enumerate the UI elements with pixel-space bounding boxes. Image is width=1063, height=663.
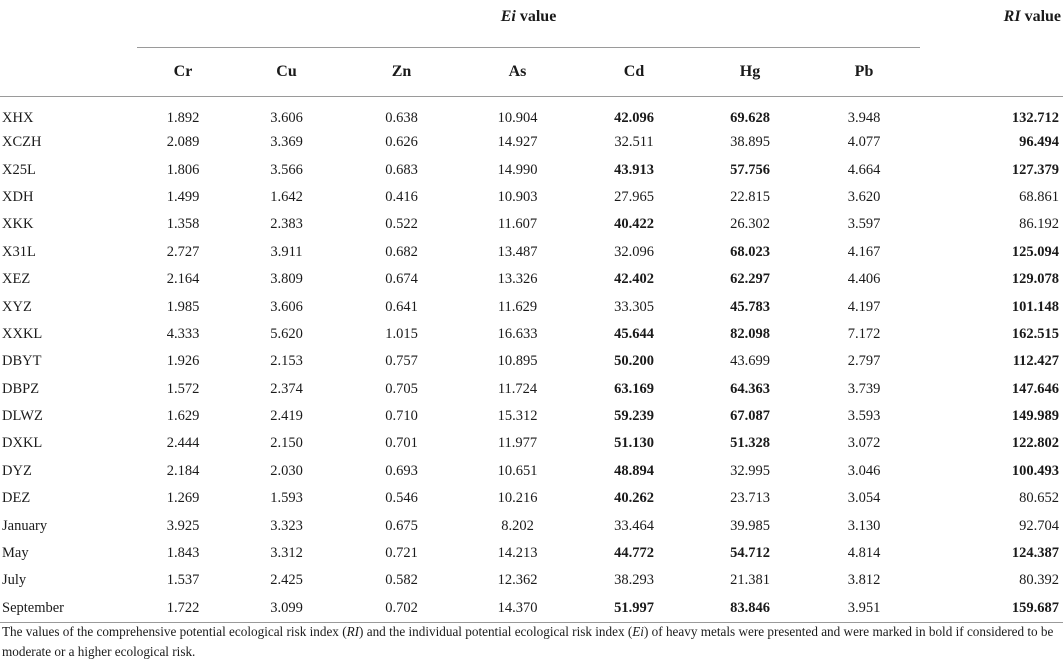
ei-cell-as: 12.362 [497,572,538,589]
ei-cell-as: 15.312 [497,408,538,425]
site-cell: DYZ [2,462,32,479]
ri-cell: 125.094 [1011,243,1060,260]
ei-cell-cd: 33.464 [614,517,654,534]
ri-cell: 147.646 [1011,380,1060,397]
ri-cell: 80.652 [1019,490,1060,507]
table-row [0,540,1063,567]
ei-cell-zn: 0.641 [385,298,418,315]
ei-cell-as: 13.326 [497,271,538,288]
ei-cell-cu: 3.606 [270,109,303,126]
ei-cell-cr: 2.164 [166,271,200,288]
ei-cell-cd: 27.965 [614,188,654,205]
site-cell: January [2,517,48,534]
column-header-ri [968,48,1063,97]
ei-cell-cd: 43.913 [614,161,654,178]
gap-cell [920,595,968,623]
ei-cell-cu: 1.593 [270,490,303,507]
ei-cell-pb: 3.072 [847,435,881,452]
ei-cell-hg: 32.995 [730,462,770,479]
ei-cell-cu: 3.312 [270,545,303,562]
ei-cell-zn: 0.582 [385,572,418,589]
table-row [0,184,1063,211]
ei-cell-pb: 4.664 [847,161,881,178]
ei-cell-cr: 1.985 [166,298,200,315]
ei-cell-pb: 3.130 [847,517,881,534]
gap-cell [920,211,968,238]
ei-cell-zn: 0.674 [385,271,418,288]
ei-cell-cu: 3.099 [229,595,344,623]
ei-cell-cr: 4.333 [166,325,200,342]
ei-cell-zn: 0.705 [385,380,418,397]
ei-cell-cr: 1.722 [137,595,229,623]
ei-cell-as: 11.607 [497,216,538,233]
ri-cell: 132.712 [1011,109,1060,126]
ei-cell-pb: 3.951 [808,595,920,623]
gap-cell [920,512,968,539]
ei-cell-zn: 0.757 [385,353,418,370]
ei-cell-cd: 32.511 [614,134,654,151]
gap-cell [920,266,968,293]
table-row [0,97,1063,130]
ei-cell-cr: 2.089 [166,134,200,151]
ei-cell-cu: 3.323 [270,517,303,534]
table-row [0,266,1063,293]
ei-cell-zn: 0.675 [385,517,418,534]
gap-cell [920,567,968,594]
ei-cell-cu: 1.642 [270,188,303,205]
ei-cell-cr: 1.572 [166,380,200,397]
ei-cell-cr: 1.537 [166,572,200,589]
ei-cell-zn: 0.721 [385,545,418,562]
ei-cell-cu: 2.425 [270,572,303,589]
ei-value-group-header [137,0,920,48]
ei-cell-as: 14.213 [497,545,538,562]
table-body [0,97,1063,623]
ei-cell-pb: 2.797 [847,353,881,370]
ei-cell-zn: 0.638 [385,109,418,126]
ei-cell-cd: 48.894 [614,462,654,479]
site-cell: DLWZ [2,408,43,425]
ri-cell: 100.493 [1011,462,1060,479]
ei-cell-as: 10.904 [497,109,538,126]
table-footnote [2,622,1057,662]
ei-cell-as: 10.216 [497,490,538,507]
ei-cell-cd: 44.772 [614,545,654,562]
gap-cell [920,376,968,403]
column-header-zn: Zn [344,48,459,97]
ri-cell: 96.494 [1019,134,1060,151]
table-row [0,485,1063,512]
ri-cell: 122.802 [1011,435,1060,452]
ei-cell-pb: 3.739 [847,380,881,397]
ei-cell-cu: 2.153 [270,353,303,370]
ei-cell-pb: 3.597 [847,216,881,233]
ei-cell-cr: 1.926 [166,353,200,370]
gap-cell [920,184,968,211]
table-row [0,211,1063,238]
header-blank-cell [0,0,137,48]
gap-cell [920,485,968,512]
ei-cell-cd: 45.644 [614,325,654,342]
ri-cell: 68.861 [1019,188,1060,205]
ri-cell: 149.989 [1011,408,1060,425]
ei-cell-pb: 3.620 [847,188,881,205]
gap-cell [920,321,968,348]
gap-cell [920,348,968,375]
column-header-pb: Pb [808,48,920,97]
ei-cell-as: 14.927 [497,134,538,151]
ei-cell-hg: 38.895 [730,134,770,151]
ei-cell-cu: 3.566 [270,161,303,178]
table-row [0,348,1063,375]
gap-cell [920,156,968,183]
ei-cell-as: 16.633 [497,325,538,342]
ri-cell: 159.687 [968,595,1063,623]
site-cell: XKK [2,216,34,233]
site-cell: XHX [2,109,34,126]
ri-cell: 101.148 [1011,298,1060,315]
ei-cell-as: 10.895 [497,353,538,370]
ei-cell-hg: 22.815 [730,188,770,205]
gap-cell [920,430,968,457]
ei-cell-hg: 51.328 [730,435,770,452]
site-cell: XXKL [2,325,43,342]
ei-cell-cr: 1.629 [166,408,200,425]
ei-cell-cd: 59.239 [614,408,654,425]
ei-cell-cu: 3.606 [270,298,303,315]
ei-cell-cr: 1.358 [166,216,200,233]
gap-cell [920,97,968,130]
footnote-ei-abbr: Ei [632,624,644,639]
ei-cell-hg: 54.712 [730,545,770,562]
ei-cell-zn: 0.682 [385,243,418,260]
ei-cell-cu: 2.419 [270,408,303,425]
ei-cell-cd: 50.200 [614,353,654,370]
ei-cell-cu: 3.809 [270,271,303,288]
ei-cell-hg: 67.087 [730,408,770,425]
ei-cell-as: 10.903 [497,188,538,205]
ei-cell-zn: 0.416 [385,188,418,205]
table-row [0,376,1063,403]
column-header-as: As [459,48,576,97]
ei-cell-pb: 4.814 [847,545,881,562]
ei-cell-hg: 82.098 [730,325,770,342]
site-cell: XCZH [2,134,42,151]
ei-cell-hg: 69.628 [730,109,770,126]
column-header-cu: Cu [229,48,344,97]
ei-cell-pb: 3.046 [847,462,881,479]
ei-cell-cd: 51.130 [614,435,654,452]
ri-cell: 80.392 [1019,572,1060,589]
ei-cell-as: 13.487 [497,243,538,260]
ei-cell-cr: 1.843 [166,545,200,562]
ei-cell-cu: 2.374 [270,380,303,397]
site-cell: X25L [2,161,36,178]
ei-cell-zn: 0.701 [385,435,418,452]
ei-cell-cr: 2.184 [166,462,200,479]
ei-cell-hg: 23.713 [730,490,770,507]
ei-cell-hg: 62.297 [730,271,770,288]
gap-cell [920,239,968,266]
ei-cell-cd: 42.096 [614,109,654,126]
site-cell: July [2,572,27,589]
header-row-group [0,0,1063,48]
ei-cell-hg: 83.846 [692,595,808,623]
ei-cell-as: 14.370 [459,595,576,623]
ei-cell-pb: 3.948 [847,109,881,126]
ei-cell-pb: 4.197 [847,298,881,315]
site-cell: XEZ [2,271,31,288]
footnote-text-3: ) of heavy metals were presented and were marked in bold if considered to be moderate or a higher ecological risk. [2,624,1054,659]
ei-cell-as: 8.202 [501,517,534,534]
ei-cell-zn: 0.710 [385,408,418,425]
ei-cell-as: 11.977 [497,435,538,452]
footnote-text-1: The values of the comprehensive potential ecological risk index ( [2,624,347,639]
header-row-metals [0,48,1063,97]
table-row [0,156,1063,183]
ei-cell-hg: 45.783 [730,298,770,315]
ei-cell-cr: 2.444 [166,435,200,452]
ei-cell-cu: 3.369 [270,134,303,151]
ei-cell-cu: 2.030 [270,462,303,479]
site-cell: September [0,595,137,623]
ei-cell-hg: 43.699 [730,353,770,370]
ei-cell-zn: 0.693 [385,462,418,479]
ri-cell: 86.192 [1019,216,1060,233]
ei-cell-cd: 32.096 [614,243,654,260]
gap-cell [920,129,968,156]
header-site-cell [0,48,137,97]
site-cell: May [2,545,29,562]
table-row [0,458,1063,485]
ei-cell-cr: 1.806 [166,161,200,178]
ei-cell-hg: 57.756 [730,161,770,178]
ri-cell: 124.387 [1011,545,1060,562]
ei-cell-as: 14.990 [497,161,538,178]
ei-cell-hg: 68.023 [730,243,770,260]
ei-cell-cu: 2.150 [270,435,303,452]
ei-cell-cu: 5.620 [270,325,303,342]
column-header-hg: Hg [692,48,808,97]
site-cell: X31L [2,243,36,260]
ei-cell-pb: 4.077 [847,134,881,151]
ei-cell-hg: 64.363 [730,380,770,397]
ei-cell-zn: 0.546 [385,490,418,507]
site-cell: DBYT [2,353,42,370]
ei-cell-pb: 3.593 [847,408,881,425]
ei-cell-zn: 0.522 [385,216,418,233]
footnote-ri-abbr: RI [346,624,360,639]
table-row [0,293,1063,320]
ei-cell-cd: 42.402 [614,271,654,288]
ei-cell-cd: 63.169 [614,380,654,397]
header-gap-cell [920,0,968,48]
ei-cell-as: 11.629 [497,298,538,315]
ei-cell-hg: 39.985 [730,517,770,534]
ei-cell-cr: 1.892 [166,109,200,126]
ei-suffix: value [515,7,557,25]
ei-cell-cr: 1.269 [166,490,200,507]
ei-cell-as: 10.651 [497,462,538,479]
table-row [0,595,1063,623]
gap-cell [920,540,968,567]
ei-cell-pb: 7.172 [847,325,881,342]
ei-cell-zn: 0.702 [344,595,459,623]
ei-cell-pb: 4.406 [847,271,881,288]
ei-cell-pb: 3.812 [847,572,881,589]
ri-suffix: value [1020,7,1062,25]
table-row [0,567,1063,594]
ei-cell-cd: 40.262 [614,490,654,507]
ei-cell-zn: 0.683 [385,161,418,178]
ri-cell: 92.704 [1019,517,1060,534]
ei-cell-cr: 3.925 [166,517,200,534]
site-cell: XYZ [2,298,32,315]
table-row [0,403,1063,430]
ri-cell: 112.427 [1012,353,1060,370]
table-row [0,512,1063,539]
gap-cell [920,458,968,485]
table-row [0,321,1063,348]
column-header-gap [920,48,968,97]
gap-cell [920,293,968,320]
table-row [0,129,1063,156]
ri-value-header [968,0,1063,48]
ei-cell-cd: 38.293 [614,572,654,589]
ri-label: RI [1003,7,1021,25]
table-row [0,430,1063,457]
ei-cell-cd: 33.305 [614,298,654,315]
ei-cell-pb: 3.054 [847,490,881,507]
ei-cell-cu: 3.911 [270,243,303,260]
ei-cell-cd: 51.997 [576,595,692,623]
ei-cell-cr: 1.499 [166,188,200,205]
ei-cell-hg: 21.381 [730,572,770,589]
ri-cell: 162.515 [1011,325,1060,342]
ei-cell-as: 11.724 [497,380,538,397]
ei-cell-zn: 1.015 [385,325,418,342]
column-header-cd: Cd [576,48,692,97]
ei-cell-zn: 0.626 [385,134,418,151]
ei-label: Ei [500,7,516,25]
gap-cell [920,403,968,430]
table-row [0,239,1063,266]
column-header-cr: Cr [137,48,229,97]
ri-cell: 127.379 [1011,161,1060,178]
ei-cell-cd: 40.422 [614,216,654,233]
site-cell: DXKL [2,435,43,452]
site-cell: DEZ [2,490,31,507]
site-cell: XDH [2,188,34,205]
ei-cell-hg: 26.302 [730,216,770,233]
ei-cell-cr: 2.727 [166,243,200,260]
ri-cell: 129.078 [1011,271,1060,288]
site-cell: DBPZ [2,380,40,397]
ei-cell-cu: 2.383 [270,216,303,233]
footnote-text-2: ) and the individual potential ecological risk index ( [359,624,633,639]
ei-cell-pb: 4.167 [847,243,881,260]
